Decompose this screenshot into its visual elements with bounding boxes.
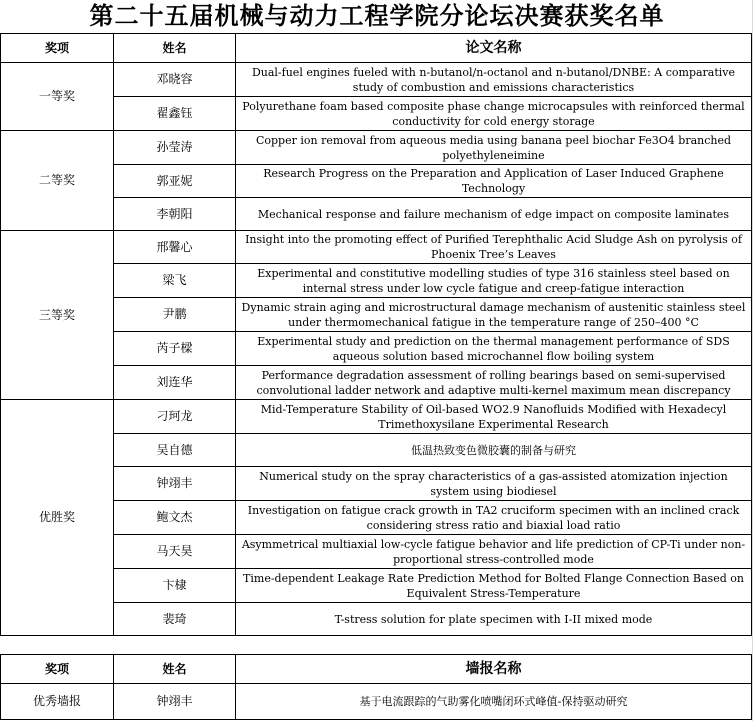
table-row (1, 97, 752, 131)
paper-title: Time-dependent Leakage Rate Prediction Method for Bolted Flange Connection Based on Equivalent Stress-Temperature (236, 569, 752, 603)
paper-title: Experimental and constitutive modelling studies of type 316 stainless steel based on internal stress under low cycle fatigue and creep-fatigue interaction (236, 264, 752, 298)
poster-header-row (1, 655, 752, 684)
table-header-row (1, 34, 752, 63)
paper-title: Dual-fuel engines fueled with n-butanol/n-octanol and n-butanol/DNBE: A comparative study of combustion and emissions characteristics (236, 63, 752, 97)
table-row (1, 434, 752, 467)
paper-title: Dynamic strain aging and microstructural damage mechanism of austenitic stainless steel under thermomechanical fatigue in the temperature range of 250–400 °C (236, 298, 752, 332)
paper-title: Asymmetrical multiaxial low-cycle fatigue behavior and life prediction of CP-Ti under non-proportional stress-controlled mode (236, 535, 752, 569)
table-row (1, 63, 752, 97)
table-row (1, 332, 752, 366)
paper-title: Mid-Temperature Stability of Oil-based WO2.9 Nanofluids Modified with Hexadecyl Trimethoxysilane Experimental Research (236, 400, 752, 434)
award-level: 二等奖 (1, 131, 114, 231)
paper-title: Polyurethane foam based composite phase change microcapsules with reinforced thermal conductivity for cold energy storage (236, 97, 752, 131)
winner-name: 邓晓容 (114, 63, 236, 97)
paper-title: Research Progress on the Preparation and Application of Laser Induced Graphene Technology (236, 165, 752, 198)
table-row (1, 467, 752, 501)
paper-title: Investigation on fatigue crack growth in TA2 cruciform specimen with an inclined crack considering stress ratio and biaxial load ratio (236, 501, 752, 535)
winner-name: 裴琦 (114, 603, 236, 636)
paper-title: Insight into the promoting effect of Purified Terephthalic Acid Sludge Ash on pyrolysis of Phoenix Tree’s Leaves (236, 231, 752, 264)
table-row (1, 366, 752, 400)
winner-name: 鲍文杰 (114, 501, 236, 535)
award-level: 一等奖 (1, 63, 114, 131)
winner-name: 马天昊 (114, 535, 236, 569)
table-row (1, 231, 752, 264)
poster-winner-name: 钟翊丰 (114, 684, 236, 720)
winner-name: 吴自德 (114, 434, 236, 467)
poster-award-level: 优秀墙报 (1, 684, 114, 720)
paper-title: T-stress solution for plate specimen with I-II mixed mode (236, 603, 752, 636)
table-row (1, 165, 752, 198)
winner-name: 卞棣 (114, 569, 236, 603)
winner-name: 钟翊丰 (114, 467, 236, 501)
paper-title: Copper ion removal from aqueous media using banana peel biochar Fe3O4 branched polyethyleneimine (236, 131, 752, 165)
winner-name: 刁珂龙 (114, 400, 236, 434)
table-row (1, 501, 752, 535)
winner-name: 尹鹏 (114, 298, 236, 332)
poster-header-award: 奖项 (1, 655, 114, 684)
table-row (1, 198, 752, 231)
winner-name: 邢馨心 (114, 231, 236, 264)
winner-name: 孙莹涛 (114, 131, 236, 165)
table-row (1, 400, 752, 434)
table-row (1, 131, 752, 165)
paper-title: Mechanical response and failure mechanism of edge impact on composite laminates (236, 198, 752, 231)
poster-row (1, 684, 752, 720)
winner-name: 刘连华 (114, 366, 236, 400)
winner-name: 李朝阳 (114, 198, 236, 231)
award-level: 三等奖 (1, 231, 114, 400)
poster-awards-table (0, 654, 752, 720)
header-award: 奖项 (1, 34, 114, 63)
table-row (1, 535, 752, 569)
winner-name: 郭亚妮 (114, 165, 236, 198)
poster-header-title: 墙报名称 (236, 655, 752, 684)
paper-title: Experimental study and prediction on the thermal management performance of SDS aqueous solution based microchannel flow boiling system (236, 332, 752, 366)
paper-awards-table (0, 33, 752, 636)
table-row (1, 603, 752, 636)
table-row (1, 298, 752, 332)
winner-name: 芮子樑 (114, 332, 236, 366)
winner-name: 翟鑫钰 (114, 97, 236, 131)
paper-title: Performance degradation assessment of rolling bearings based on semi-supervised convolutional ladder network and adaptive multi-kernel maximum mean discrepancy (236, 366, 752, 400)
winner-name: 梁飞 (114, 264, 236, 298)
paper-title: Numerical study on the spray characteristics of a gas-assisted atomization injection system using biodiesel (236, 467, 752, 501)
table-row (1, 264, 752, 298)
header-paper: 论文名称 (236, 34, 752, 63)
poster-title: 基于电流跟踪的气助雾化喷嘴闭环式峰值-保持驱动研究 (236, 684, 752, 720)
paper-title: 低温热致变色微胶囊的制备与研究 (236, 434, 752, 467)
sheet-gridline (752, 0, 753, 721)
header-name: 姓名 (114, 34, 236, 63)
table-row (1, 569, 752, 603)
poster-header-name: 姓名 (114, 655, 236, 684)
page-title: 第二十五届机械与动力工程学院分论坛决赛获奖名单 (89, 2, 665, 30)
award-level: 优胜奖 (1, 400, 114, 636)
